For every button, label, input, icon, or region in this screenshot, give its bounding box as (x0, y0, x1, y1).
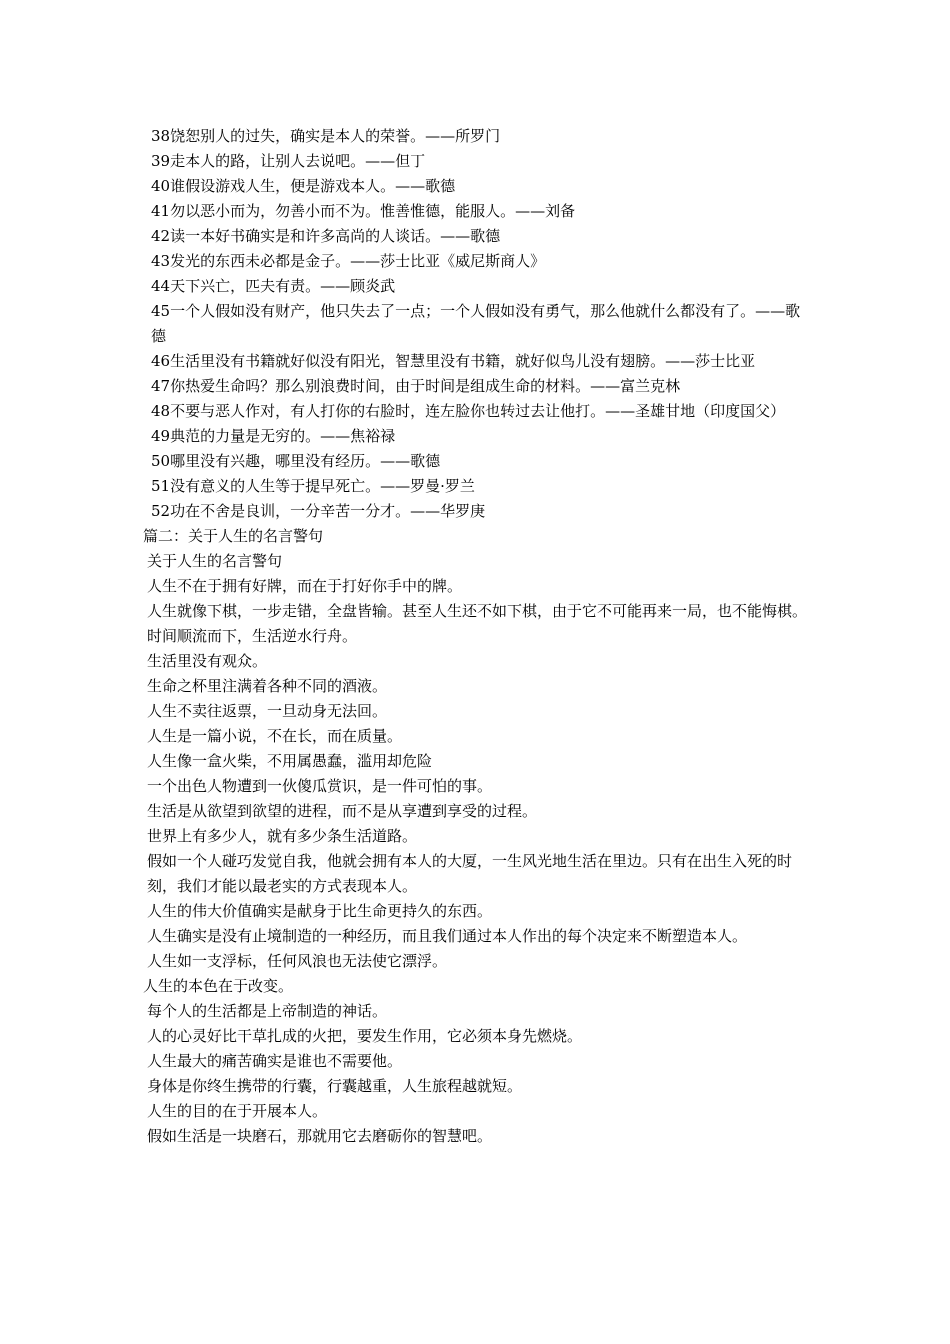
life-quote: 生活是从欲望到欲望的进程，而不是从享遭到享受的过程。 (147, 802, 538, 820)
quote-38: 38饶恕别人的过失，确实是本人的荣誉。——所罗门 (151, 127, 501, 145)
quote-51: 51没有意义的人生等于提早死亡。——罗曼·罗兰 (151, 477, 475, 495)
life-quote: 人生的伟大价值确实是献身于比生命更持久的东西。 (147, 902, 493, 920)
section-subtitle: 关于人生的名言警句 (147, 552, 283, 570)
life-quote: 人生最大的痛苦确实是谁也不需要他。 (147, 1052, 403, 1070)
quote-49: 49典范的力量是无穷的。——焦裕禄 (151, 427, 396, 445)
quote-41: 41勿以恶小而为，勿善小而不为。惟善惟德，能服人。——刘备 (151, 202, 576, 220)
section-heading: 篇二：关于人生的名言警句 (143, 527, 324, 545)
life-quote: 身体是你终生携带的行囊，行囊越重，人生旅程越就短。 (147, 1077, 523, 1095)
quote-43: 43发光的东西未必都是金子。——莎士比亚《威尼斯商人》 (151, 252, 546, 270)
quote-47: 47你热爱生命吗？那么别浪费时间，由于时间是组成生命的材料。——富兰克林 (151, 377, 681, 395)
life-quote: 人生的本色在于改变。 (143, 977, 294, 995)
life-quote: 人生的目的在于开展本人。 (147, 1102, 328, 1120)
quote-46: 46生活里没有书籍就好似没有阳光，智慧里没有书籍，就好似鸟儿没有翅膀。——莎士比亚 (151, 352, 756, 370)
life-quote: 人生确实是没有止境制造的一种经历，而且我们通过本人作出的每个决定来不断塑造本人。 (147, 927, 748, 945)
quote-52: 52功在不舍是良训，一分辛苦一分才。——华罗庚 (151, 502, 486, 520)
life-quote: 生命之杯里注满着各种不同的酒液。 (147, 677, 388, 695)
life-quote: 人生就像下棋，一步走错，全盘皆输。甚至人生还不如下棋，由于它不可能再来一局，也不能悔棋。 (147, 602, 808, 620)
life-quote: 时间顺流而下，生活逆水行舟。 (147, 627, 358, 645)
life-quote: 生活里没有观众。 (147, 652, 268, 670)
life-quote: 世界上有多少人，就有多少条生活道路。 (147, 827, 418, 845)
life-quote: 一个出色人物遭到一伙傻瓜赏识，是一件可怕的事。 (147, 777, 493, 795)
document-body (143, 124, 815, 1149)
life-quote: 每个人的生活都是上帝制造的神话。 (147, 1002, 388, 1020)
quote-40: 40谁假设游戏人生，便是游戏本人。——歌德 (151, 177, 456, 195)
quote-50: 50哪里没有兴趣，哪里没有经历。——歌德 (151, 452, 441, 470)
life-quote: 人生不卖往返票，一旦动身无法回。 (147, 702, 388, 720)
life-quote: 人生不在于拥有好牌，而在于打好你手中的牌。 (147, 577, 463, 595)
life-quote: 人生像一盒火柴，不用属愚蠢，滥用却危险 (147, 752, 433, 770)
life-quote: 假如生活是一块磨石，那就用它去磨砺你的智慧吧。 (147, 1127, 493, 1145)
life-quote: 人生如一支浮标，任何风浪也无法使它漂浮。 (147, 952, 448, 970)
quote-42: 42读一本好书确实是和许多高尚的人谈话。——歌德 (151, 227, 501, 245)
life-quote: 人生是一篇小说，不在长，而在质量。 (147, 727, 403, 745)
quote-45: 45一个人假如没有财产，他只失去了一点；一个人假如没有勇气，那么他就什么都没有了。——歌德 (151, 302, 801, 345)
quote-39: 39走本人的路，让别人去说吧。——但丁 (151, 152, 426, 170)
life-quote: 假如一个人碰巧发觉自我，他就会拥有本人的大厦，一生风光地生活在里边。只有在出生入死的时刻，我们才能以最老实的方式表现本人。 (147, 852, 793, 895)
quote-48: 48不要与恶人作对，有人打你的右脸时，连左脸你也转过去让他打。——圣雄甘地（印度国父） (151, 402, 786, 420)
quote-44: 44天下兴亡，匹夫有责。——顾炎武 (151, 277, 396, 295)
life-quote: 人的心灵好比干草扎成的火把，要发生作用，它必须本身先燃烧。 (147, 1027, 583, 1045)
